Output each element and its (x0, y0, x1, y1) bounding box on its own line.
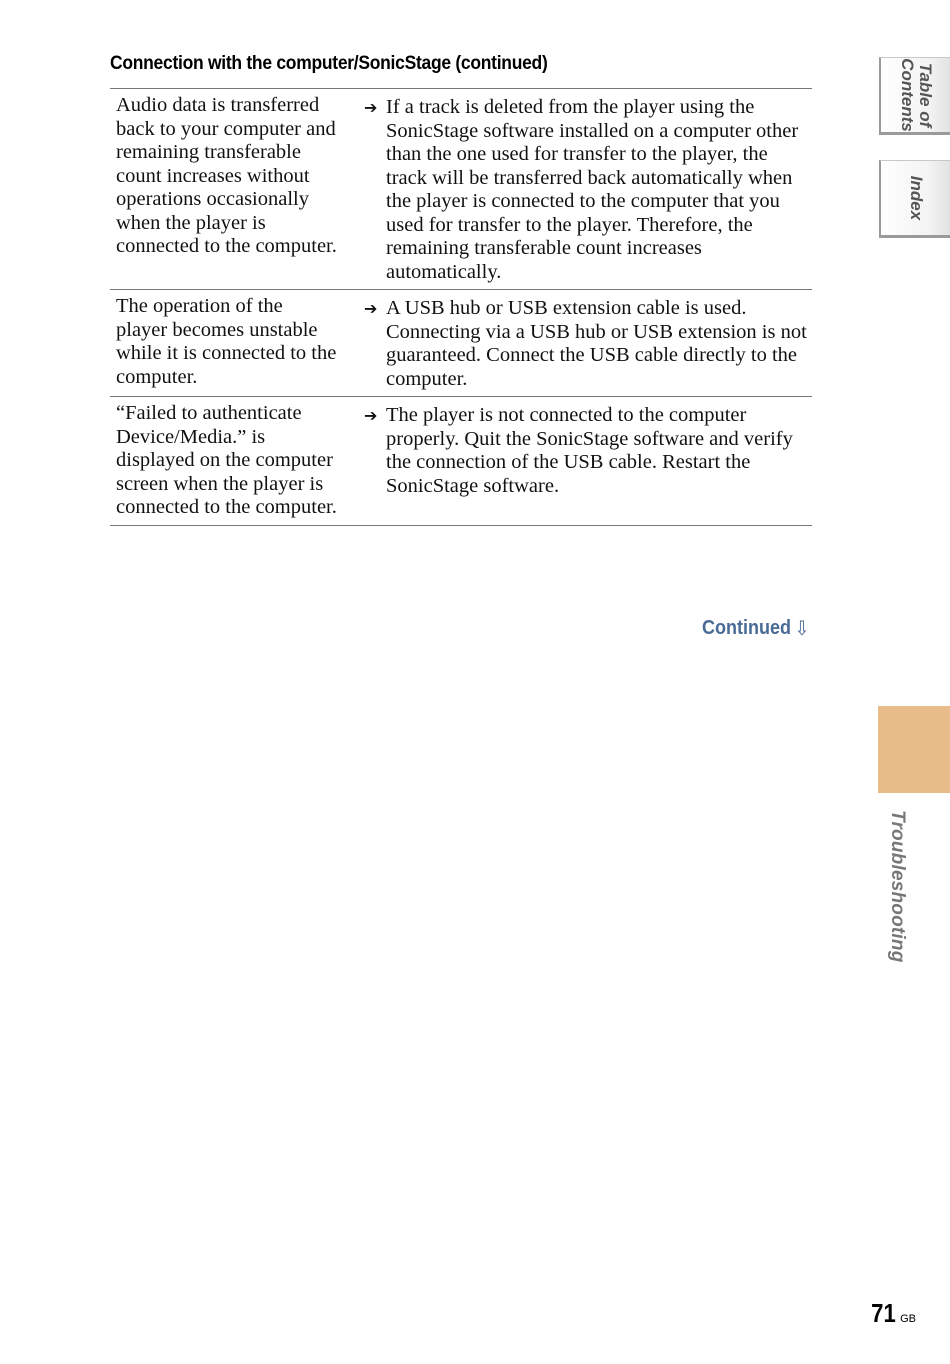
section-marker-block (878, 706, 950, 793)
symptom-cell: “Failed to authenticate Device/Media.” is displayed on the computer screen when the player is connected to the computer. (116, 402, 337, 518)
down-arrow-icon: ⇩ (794, 616, 810, 640)
page-number-suffix: GB (900, 1313, 916, 1325)
continued-link[interactable] (702, 616, 810, 640)
symptom-cell: Audio data is transferred back to your computer and remaining transferable count increases without operations occasionally when the player is connected to the computer. (116, 94, 337, 257)
remedy-cell (344, 290, 812, 397)
remedy-text: A USB hub or USB extension cable is used. Connecting via a USB hub or USB extension is not guaranteed. Connect the USB cable directly to the computer. (386, 297, 807, 390)
arrow-right-icon: ➔ (364, 406, 378, 425)
table-of-contents-tab[interactable] (879, 57, 950, 135)
page-number (869, 1298, 916, 1329)
page-number-value: 71 (871, 1298, 896, 1328)
table-row (110, 290, 812, 397)
table-of-contents-tab-label (898, 58, 934, 132)
remedy-cell (344, 89, 812, 290)
remedy-text: The player is not connected to the computer properly. Quit the SonicStage software and verify the connection of the USB cable. Restart the SonicStage software. (386, 404, 793, 497)
arrow-right-icon: ➔ (364, 299, 378, 318)
toc-label-line2: Contents (897, 58, 917, 132)
remedy-cell (344, 397, 812, 526)
index-tab[interactable] (879, 160, 950, 238)
continued-label: Continued (702, 616, 792, 639)
arrow-right-icon: ➔ (364, 98, 378, 117)
index-tab-label: Index (906, 175, 926, 221)
symptom-cell: The operation of the player becomes unstable while it is connected to the computer. (116, 295, 337, 388)
troubleshooting-table (110, 88, 812, 526)
table-row (110, 89, 812, 290)
toc-label-line1: Table of (915, 62, 935, 128)
remedy-text: If a track is deleted from the player using the SonicStage software installed on a computer other than the one used for transfer to the player, the track will be transferred back automatically when the player is connected to the computer that you used for transfer to the player. Therefore, the remaining transferable count increases automatically. (386, 96, 799, 283)
table-row (110, 397, 812, 526)
section-title: Connection with the computer/SonicStage (continued) (110, 53, 548, 74)
section-label: Troubleshooting (887, 810, 908, 963)
